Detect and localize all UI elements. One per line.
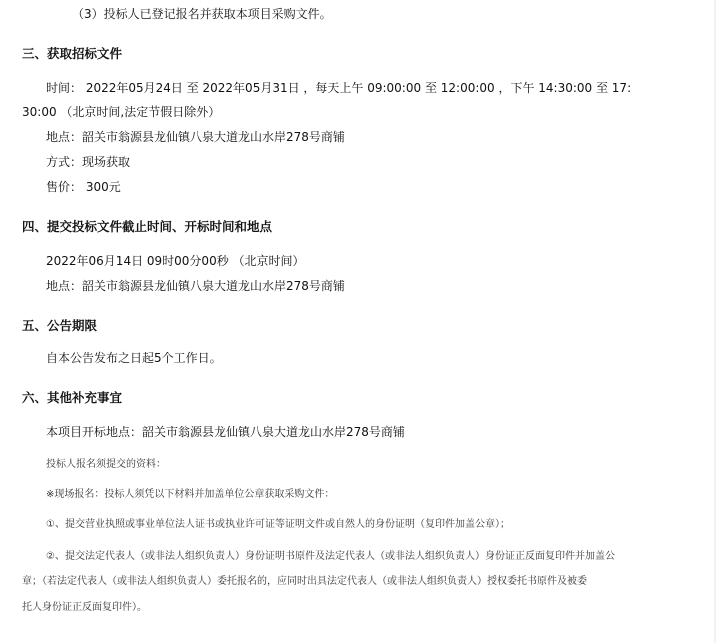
section5-heading: 五、公告期限 (22, 318, 98, 333)
section4-address: 地点：韶关市翁源县龙仙镇八泉大道龙山水岸278号商铺 (46, 279, 345, 293)
section3-address: 地点：韶关市翁源县龙仙镇八泉大道龙山水岸278号商铺 (46, 130, 345, 144)
section3-heading: 三、获取招标文件 (22, 46, 123, 61)
section3-method: 方式：现场获取 (46, 155, 131, 169)
section3-time-line1: 时间： 2022年05月24日 至 2022年05月31日 ，每天上午 09:00:00 至 12:00:00 ，下午 14:30:00 至 17: (46, 81, 632, 95)
section4-datetime: 2022年06月14日 09时00分00秒 （北京时间） (46, 254, 305, 268)
section6-item1: ①、提交营业执照或事业单位法人证书或执业许可证等证明文件或自然人的身份证明（复印件加盖公章）； (46, 519, 510, 530)
top-note: （3）投标人已登记报名并获取本项目采购文件。 (72, 7, 332, 21)
section3-price: 售价： 300元 (46, 180, 121, 194)
section6-materials-title: 投标人报名须提交的资料： (46, 459, 166, 470)
section6-item2-line1: ②、提交法定代表人（或非法人组织负责人）身份证明书原件及法定代表人（或非法人组织负责人）身份证正反面复印件并加盖公 (46, 551, 615, 562)
section5-text: 自本公告发布之日起5个工作日。 (46, 351, 222, 365)
section6-heading: 六、其他补充事宜 (22, 390, 123, 405)
section4-heading: 四、提交投标文件截止时间、开标时间和地点 (22, 219, 273, 234)
section6-item2-line2: 章；（若法定代表人（或非法人组织负责人）委托报名的，应同时出具法定代表人（或非法人组织负责人）授权委托书原件及被委 (22, 576, 587, 587)
section6-opening-location: 本项目开标地点：韶关市翁源县龙仙镇八泉大道龙山水岸278号商铺 (46, 425, 405, 439)
section3-time-line2: 30:00 （北京时间,法定节假日除外） (22, 105, 221, 119)
section6-item2-line3: 托人身份证正反面复印件）。 (22, 602, 147, 613)
section6-onsite-note: ※现场报名：投标人须凭以下材料并加盖单位公章获取采购文件： (46, 489, 335, 500)
